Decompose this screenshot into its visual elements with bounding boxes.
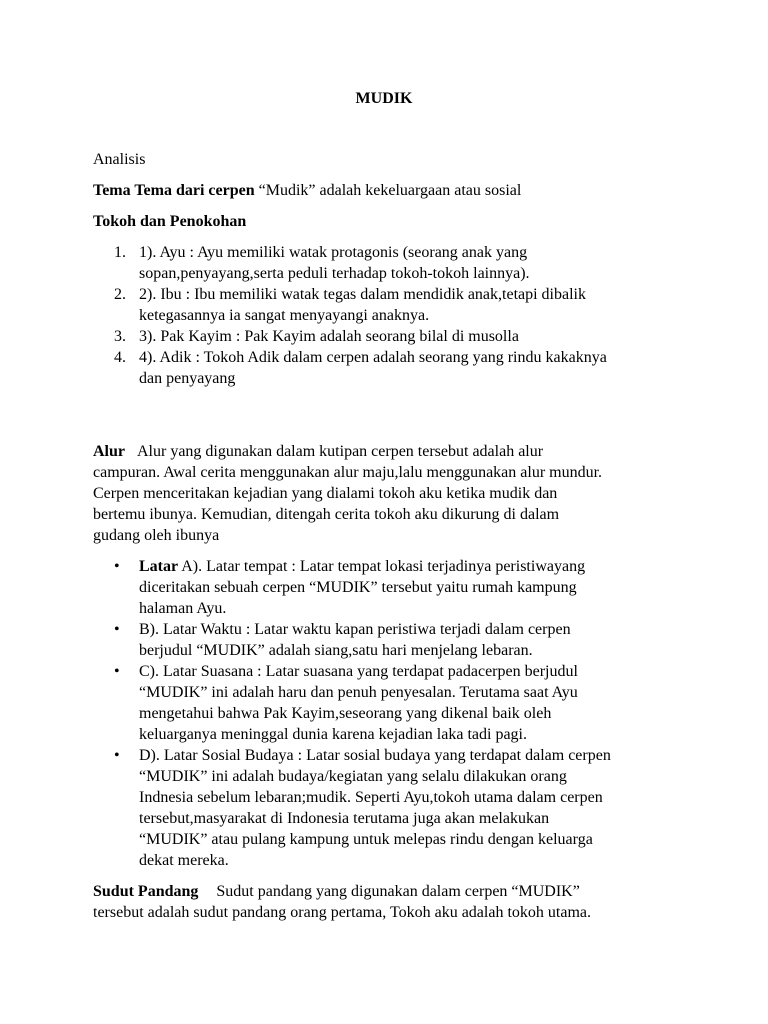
tokoh-heading: Tokoh dan Penokohan — [93, 213, 247, 230]
list-number: 2. — [114, 286, 126, 303]
list-item-line: C). Latar Suasana : Latar suasana yang terdapat padacerpen berjudul — [139, 663, 578, 680]
list-item-line: berjudul “MUDIK” adalah siang,satu hari menjelang lebaran. — [139, 642, 533, 659]
alur-line: bertemu ibunya. Kemudian, ditengah cerita tokoh aku dikurung di dalam — [93, 506, 560, 523]
sudut-pandang-line: tersebut adalah sudut pandang orang pertama, Tokoh aku adalah tokoh utama. — [93, 904, 591, 921]
list-item — [93, 242, 678, 284]
alur-line: campuran. Awal cerita menggunakan alur maju,lalu menggunakan alur mundur. — [93, 464, 603, 481]
bullet-icon: • — [114, 558, 120, 575]
latar-list — [93, 556, 678, 871]
list-item — [93, 326, 678, 347]
list-number: 3. — [114, 328, 126, 345]
list-item-line: 4). Adik : Tokoh Adik dalam cerpen adalah seorang yang rindu kakaknya — [139, 349, 607, 366]
alur-line: Cerpen menceritakan kejadian yang dialami tokoh aku ketika mudik dan — [93, 485, 558, 502]
list-item — [93, 347, 678, 389]
sudut-pandang-line: Sudut pandang yang digunakan dalam cerpen “MUDIK” — [216, 883, 580, 900]
list-item-line: dan penyayang — [139, 370, 236, 387]
list-item-line: D). Latar Sosial Budaya : Latar sosial budaya yang terdapat dalam cerpen — [139, 747, 611, 764]
tema-label: Tema Tema dari cerpen — [93, 182, 255, 199]
list-item-line: 3). Pak Kayim : Pak Kayim adalah seorang bilal di musolla — [139, 328, 519, 345]
list-item-line: ketegasannya ia sangat menyayangi anaknya. — [139, 307, 430, 324]
list-item-line: “MUDIK” ini adalah budaya/kegiatan yang selalu dilakukan orang — [139, 768, 567, 785]
list-item-line: 2). Ibu : Ibu memiliki watak tegas dalam mendidik anak,tetapi dibalik — [139, 286, 586, 303]
list-item — [93, 619, 678, 661]
tema-paragraph — [93, 180, 678, 201]
latar-label: Latar — [139, 558, 179, 575]
alur-label: Alur — [93, 443, 125, 460]
list-item-line: mengetahui bahwa Pak Kayim,seseorang yang dikenal baik oleh — [139, 705, 552, 722]
tokoh-list — [93, 242, 678, 389]
list-item — [93, 556, 678, 619]
list-item-line: A). Latar tempat : Latar tempat lokasi terjadinya peristiwayang — [181, 558, 586, 575]
list-item-line: tersebut,masyarakat di Indonesia terutama juga akan melakukan — [139, 810, 550, 827]
list-item — [93, 284, 678, 326]
list-item-line: Indnesia sebelum lebaran;mudik. Seperti Ayu,tokoh utama dalam cerpen — [139, 789, 603, 806]
bullet-icon: • — [114, 663, 120, 680]
analisis-paragraph: Analisis — [93, 151, 146, 168]
list-item-line: “MUDIK” ini adalah haru dan penuh penyesalan. Terutama saat Ayu — [139, 684, 578, 701]
list-number: 4. — [114, 349, 126, 366]
bullet-icon: • — [114, 621, 120, 638]
list-item — [93, 661, 678, 745]
document-body — [93, 149, 678, 923]
list-item-line: sopan,penyayang,serta peduli terhadap tokoh-tokoh lainnya). — [139, 265, 530, 282]
bullet-icon: • — [114, 747, 120, 764]
list-item-line: B). Latar Waktu : Latar waktu kapan peristiwa terjadi dalam cerpen — [139, 621, 571, 638]
sudut-pandang-paragraph — [93, 881, 678, 923]
alur-line: gudang oleh ibunya — [93, 527, 220, 544]
list-item-line: 1). Ayu : Ayu memiliki watak protagonis (seorang anak yang — [139, 244, 528, 261]
document-title: MUDIK — [355, 90, 413, 107]
list-item-line: dekat mereka. — [139, 852, 229, 869]
alur-paragraph — [93, 441, 678, 546]
list-number: 1. — [114, 244, 126, 261]
list-item-line: diceritakan sebuah cerpen “MUDIK” tersebut yaitu rumah kampung — [139, 579, 577, 596]
list-item — [93, 745, 678, 871]
sudut-pandang-label: Sudut Pandang — [93, 883, 199, 900]
tema-text: “Mudik” adalah kekeluargaan atau sosial — [258, 182, 522, 199]
list-item-line: keluarganya meninggal dunia karena kejadian laka tadi pagi. — [139, 726, 527, 743]
list-item-line: “MUDIK” atau pulang kampung untuk melepas rindu dengan keluarga — [139, 831, 593, 848]
alur-line: Alur yang digunakan dalam kutipan cerpen tersebut adalah alur — [137, 443, 544, 460]
list-item-line: halaman Ayu. — [139, 600, 227, 617]
